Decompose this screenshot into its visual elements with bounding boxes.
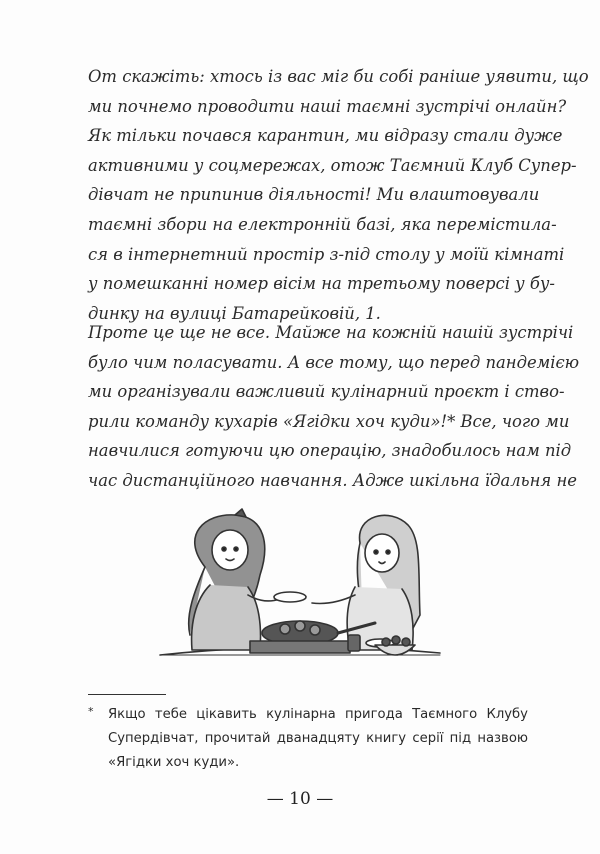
text-line: у помешканні номер вісім на третьому поверсі у бу- [88, 274, 555, 294]
text-line: Проте це ще не все. Майже на кожній нашій зустрічі [88, 323, 574, 342]
text-line: ми організували важливий кулінарний проєкт і ство- [88, 382, 565, 402]
footnote-line: Супердівчат, прочитай дванадцяту книгу серії під назвою [108, 731, 528, 746]
footnote-marker: * [88, 705, 94, 718]
text-line: було чим поласувати. А все тому, що перед пандемією [88, 352, 580, 372]
footnote [88, 703, 528, 775]
footnote-line: «Ягідки хоч куди». [108, 755, 240, 770]
text-line: От скажіть: хтось із вас міг би собі раніше уявити, що [88, 67, 589, 86]
cooking-girls-illustration [150, 505, 450, 680]
paragraph-1 [88, 62, 589, 328]
text-line: ся в інтернетний простір з-під столу у моїй кімнаті [88, 244, 565, 264]
footnote-rule [88, 694, 166, 695]
text-line: рили команду кухарів «Ягідки хоч куди»!* Все, чого ми [88, 411, 570, 431]
text-line: дівчат не припинив діяльності! Ми влаштовували [88, 185, 540, 205]
page-number: — 10 — [266, 789, 334, 809]
footnote-line: Якщо тебе цікавить кулінарна пригода Таємного Клубу [108, 707, 528, 722]
text-line: ми почнемо проводити наші таємні зустрічі онлайн? [88, 96, 567, 116]
text-line: Як тільки почався карантин, ми відразу стали дуже [88, 126, 563, 146]
text-line: навчилися готуючи цю операцію, знадобилось нам під [88, 441, 572, 461]
paragraph-2 [88, 318, 580, 496]
text-line: час дистанційного навчання. Адже шкільна їдальня не [88, 470, 577, 490]
text-line: динку на вулиці Батарейковій, 1. [88, 303, 381, 323]
text-line: таємні збори на електронній базі, яка перемістила- [88, 214, 557, 234]
text-line: активними у соцмережах, отож Таємний Клуб Супер- [88, 155, 577, 175]
